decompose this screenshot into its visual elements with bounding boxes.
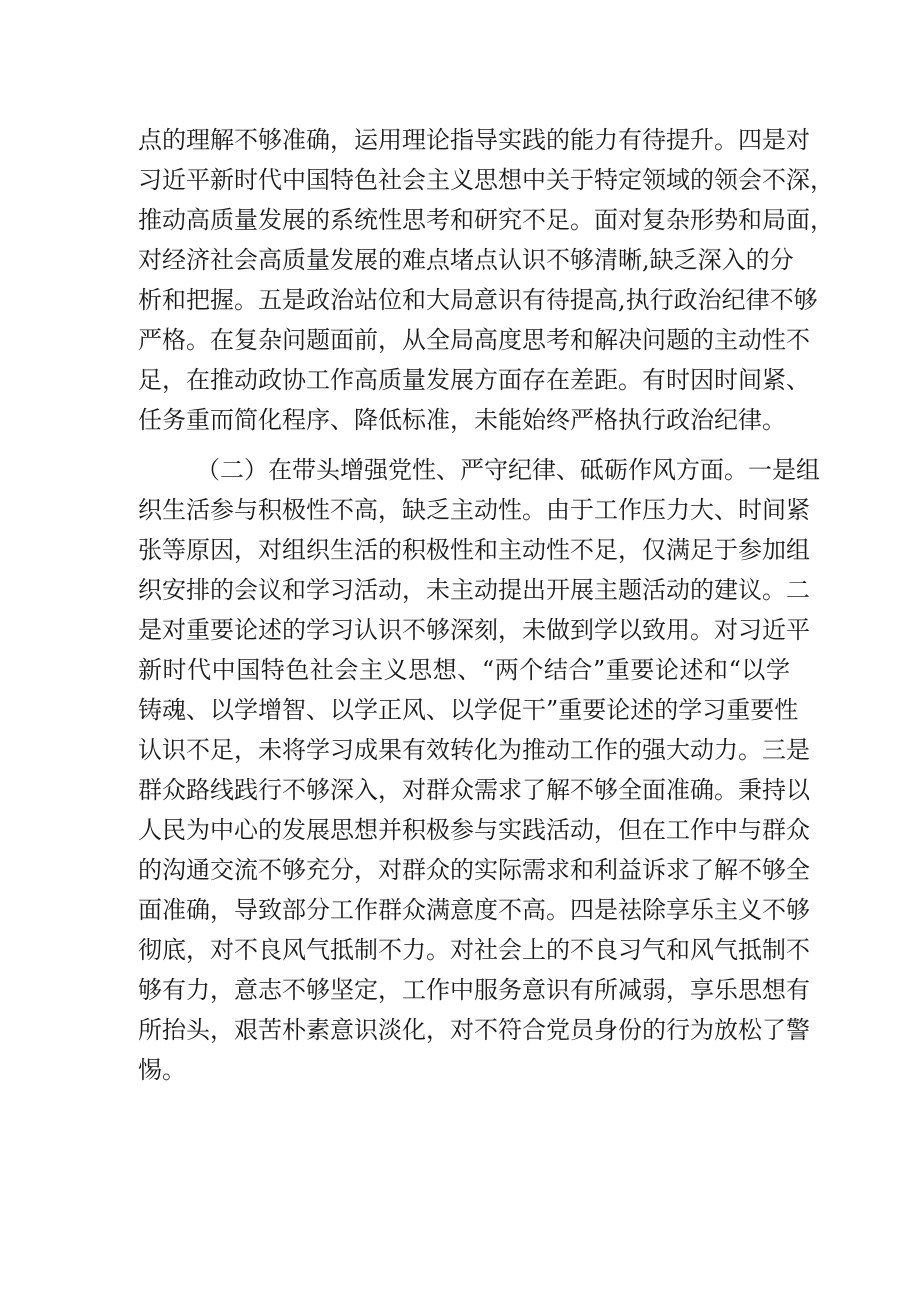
text-line: 是对重要论述的学习认识不够深刻，未做到学以致用。对习近平 [138,616,810,644]
text-line: 任务重而简化程序、降低标准，未能始终严格执行政治纪律。 [138,406,786,434]
text-line: 张等原因，对组织生活的积极性和主动性不足，仅满足于参加组 [138,536,810,564]
text-line: 织生活参与积极性不高，缺乏主动性。由于工作压力大、时间紧 [138,496,810,524]
text-line: 面准确，导致部分工作群众满意度不高。四是祛除享乐主义不够 [138,896,810,924]
text-line: 析和把握。五是政治站位和大局意识有待提高,执行政治纪律不够 [138,286,818,314]
text-line: 所抬头，艰苦朴素意识淡化，对不符合党员身份的行为放松了警 [138,1016,810,1044]
text-line: 新时代中国特色社会主义思想、“两个结合”重要论述和“以学 [138,656,790,684]
text-line: 铸魂、以学增智、以学正风、以学促干”重要论述的学习重要性 [138,696,799,724]
text-line: 群众路线践行不够深入，对群众需求了解不够全面准确。秉持以 [138,776,810,804]
text-line: 织安排的会议和学习活动，未主动提出开展主题活动的建议。二 [138,576,810,604]
text-line: 点的理解不够准确，运用理论指导实践的能力有待提升。四是对 [138,126,810,154]
text-line: 认识不足，未将学习成果有效转化为推动工作的强大动力。三是 [138,736,810,764]
text-line: 人民为中心的发展思想并积极参与实践活动，但在工作中与群众 [138,816,810,844]
text-line: 习近平新时代中国特色社会主义思想中关于特定领域的领会不深， [138,166,834,194]
text-line: 严格。在复杂问题面前，从全局高度思考和解决问题的主动性不 [138,326,810,354]
text-line: 足，在推动政协工作高质量发展方面存在差距。有时因时间紧、 [138,366,810,394]
text-line: 惕。 [138,1056,186,1084]
text-line: 推动高质量发展的系统性思考和研究不足。面对复杂形势和局面， [138,206,834,234]
text-line: 彻底，对不良风气抵制不力。对社会上的不良习气和风气抵制不 [138,936,810,964]
text-line: 够有力，意志不够坚定，工作中服务意识有所减弱，享乐思想有 [138,976,810,1004]
text-line: 对经济社会高质量发展的难点堵点认识不够清晰,缺乏深入的分 [138,246,794,274]
section-heading-line: （二）在带头增强党性、严守纪律、砥砺作风方面。一是组 [196,456,820,484]
text-line: 的沟通交流不够充分，对群众的实际需求和利益诉求了解不够全 [138,856,810,884]
